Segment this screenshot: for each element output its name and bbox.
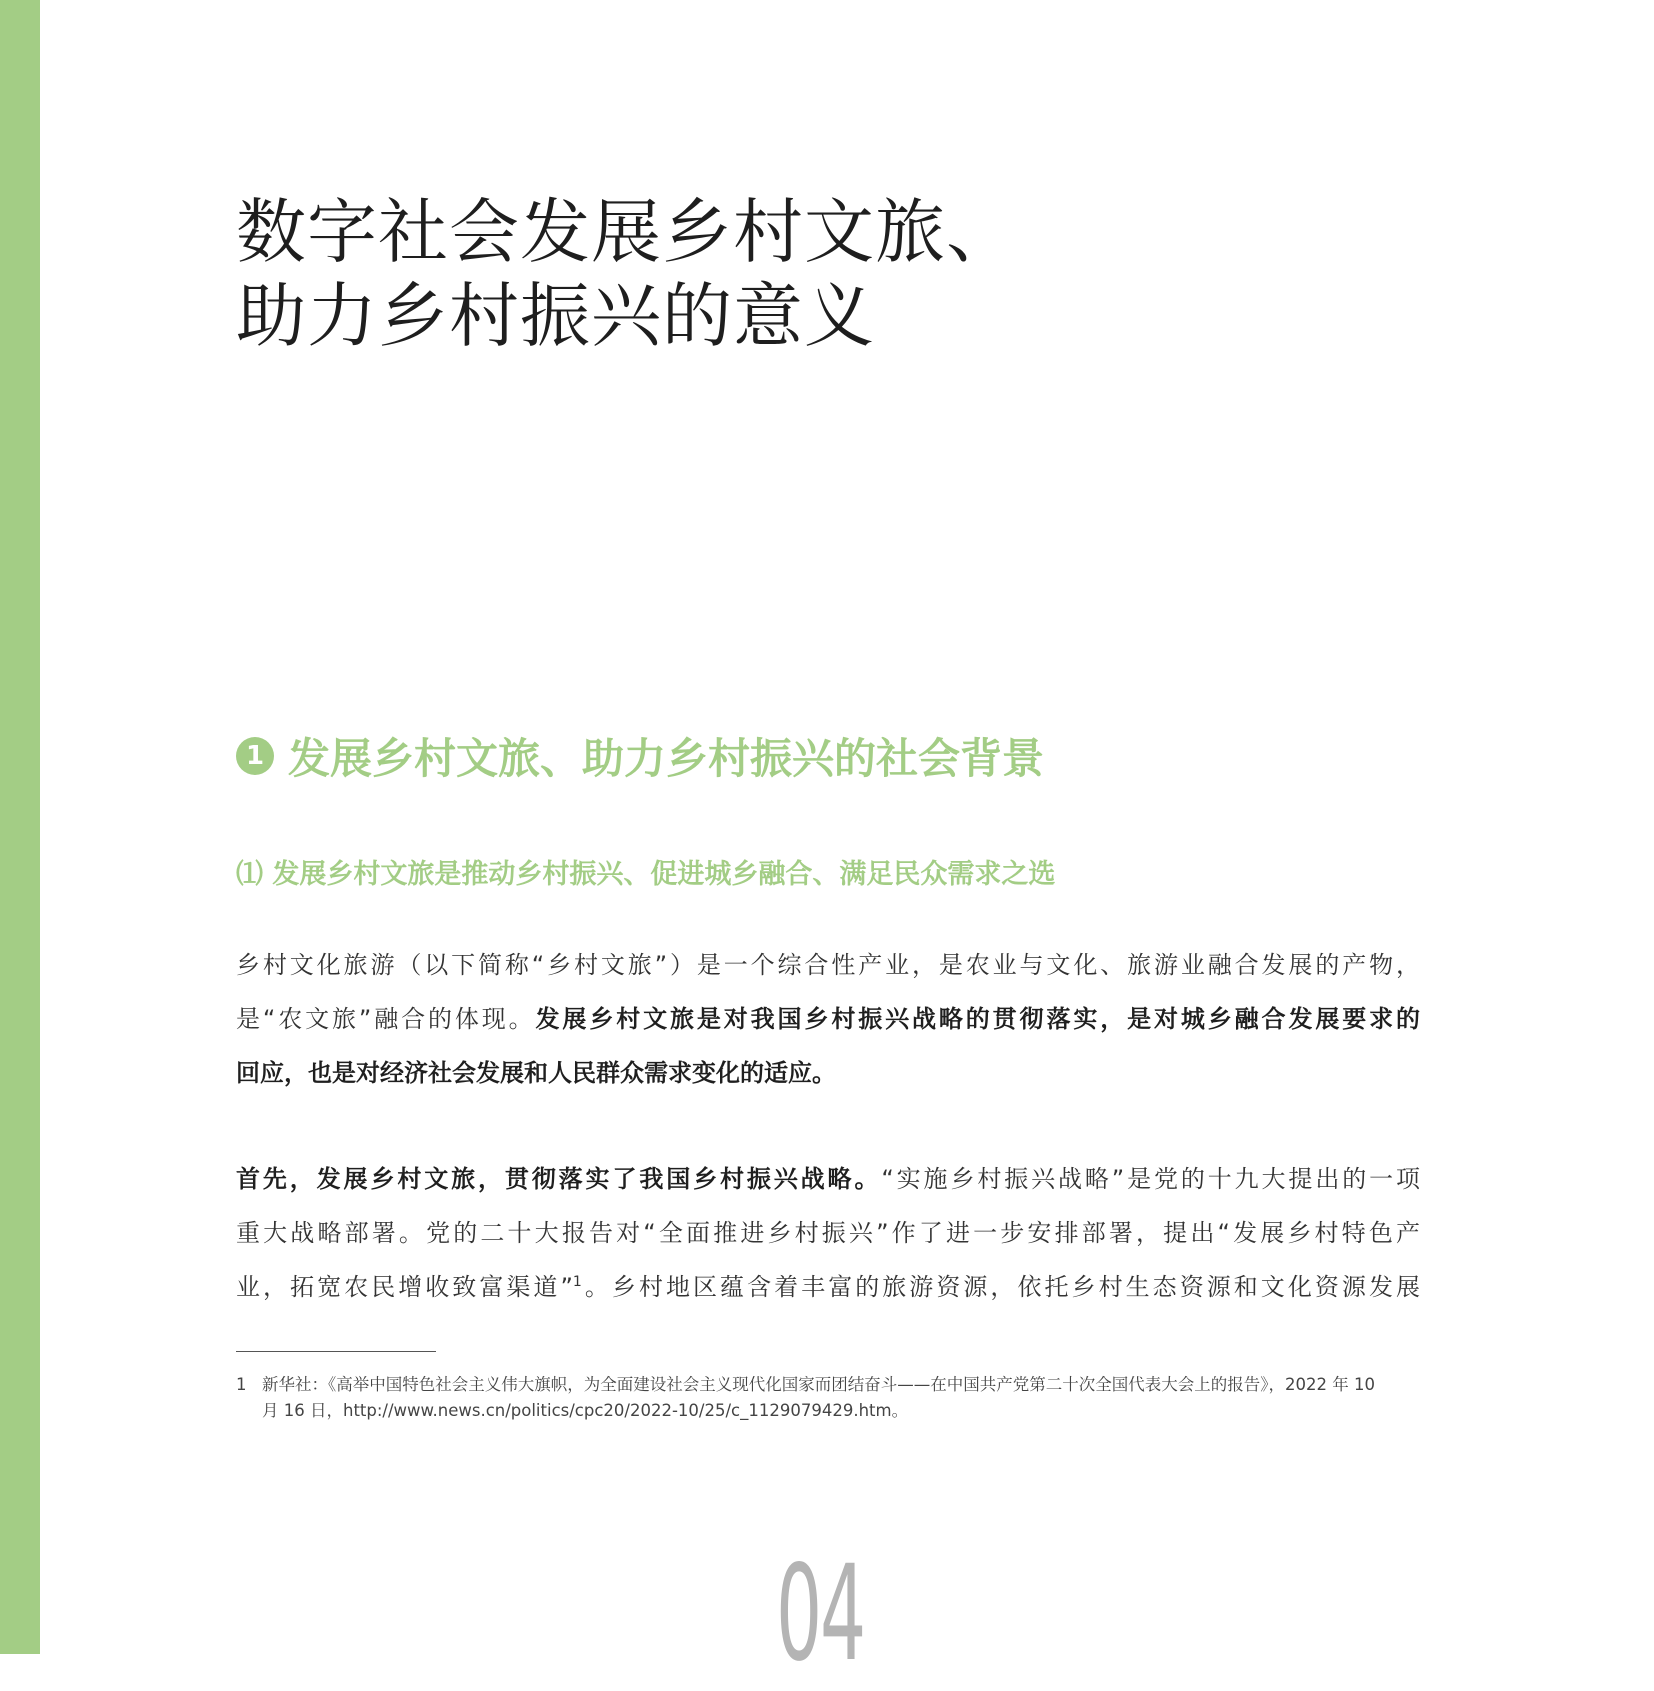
paragraph-bold-text: 发展乡村文旅是对我国乡村振兴战略的贯彻落实，是对城乡融合发展要求的 [535,1005,1420,1033]
paragraph-intro [236,938,1420,1100]
footnote [236,1372,1420,1424]
paragraph-line: 乡村文化旅游（以下简称“乡村文旅”）是一个综合性产业，是农业与文化、旅游业融合发展的产物， [236,951,1420,979]
paragraph-line [236,992,1420,1046]
paragraph-text: 。乡村地区蕴含着丰富的旅游资源，依托乡村生态资源和文化资源发展 [581,1273,1420,1301]
footnote-reference[interactable]: 1 [572,1274,582,1290]
paragraph-line [236,1260,1420,1314]
side-accent-bar [0,0,40,1654]
page-title-line-2: 助力乡村振兴的意义 [236,275,875,357]
footnote-line: 月 16 日，http://www.news.cn/politics/cpc20/2022-10/25/c_1129079429.htm。 [262,1401,909,1420]
paragraph-bold-text: 首先，发展乡村文旅，贯彻落实了我国乡村振兴战略。 [236,1165,882,1193]
page-title-line-1: 数字社会发展乡村文旅、 [236,191,1017,273]
footnote-line: 新华社：《高举中国特色社会主义伟大旗帜，为全面建设社会主义现代化国家而团结奋斗——在中国共产党第二十次全国代表大会上的报告》，2022 年 10 [262,1375,1375,1394]
page-number: 04 [776,1537,864,1691]
paragraph-text: 业，拓宽农民增收致富渠道” [236,1273,573,1301]
section-heading-text: 发展乡村文旅、助力乡村振兴的社会背景 [288,734,1045,783]
paragraph-first-point [236,1152,1420,1314]
footnote-divider [236,1351,436,1352]
paragraph-line [236,1152,1420,1206]
page-title [236,190,1017,358]
footnote-number: 1 [236,1375,247,1394]
subsection-heading: ⑴ 发展乡村文旅是推动乡村振兴、促进城乡融合、满足民众需求之选 [236,859,1056,890]
paragraph-text: 是“农文旅”融合的体现。 [236,1005,536,1033]
paragraph-text: “实施乡村振兴战略”是党的十九大提出的一项 [881,1165,1420,1193]
section-heading [236,726,1044,786]
paragraph-bold-text: 回应，也是对经济社会发展和人民群众需求变化的适应。 [236,1059,836,1087]
footnote-text [236,1372,1420,1424]
paragraph-line: 重大战略部署。党的二十大报告对“全面推进乡村振兴”作了进一步安排部署，提出“发展乡村特色产 [236,1219,1420,1247]
section-number-badge: 1 [236,737,274,775]
